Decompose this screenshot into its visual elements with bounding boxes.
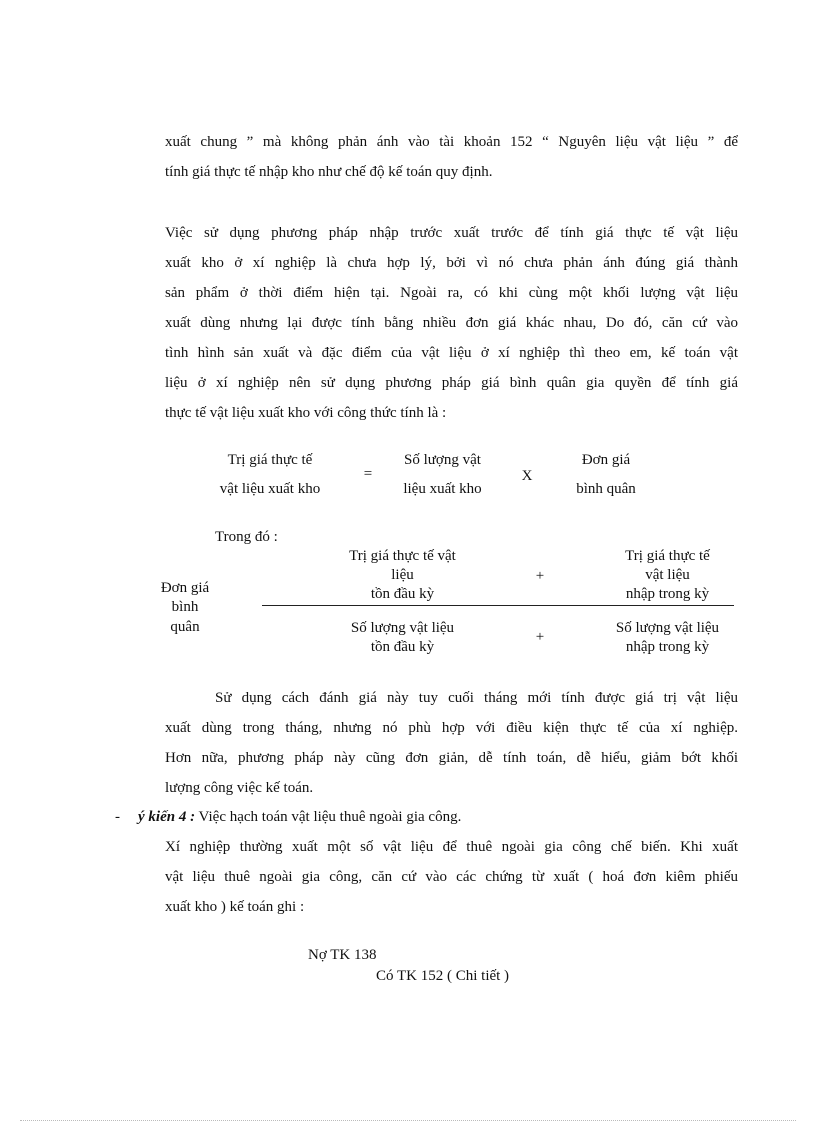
opinion-4-text: Việc hạch toán vật liệu thuê ngoài gia công. xyxy=(195,809,462,825)
denominator-plus: + xyxy=(535,629,545,645)
paragraph-1-line-2: tính giá thực tế nhập kho như chế độ kế toán quy định. xyxy=(165,164,493,180)
paragraph-4-line-1: Xí nghiệp thường xuất một số vật liệu để thuê ngoài gia công chế biến. Khi xuất xyxy=(165,839,738,855)
paragraph-3 xyxy=(165,683,738,803)
paragraph-2-line-6: liệu ở xí nghiệp nên sử dụng phương pháp giá bình quân gia quyền để tính giá xyxy=(165,375,738,391)
formula-2-intro: Trong đó : xyxy=(215,529,278,545)
paragraph-2-line-5: tình hình sản xuất và đặc điểm của vật liệu ở xí nghiệp thì theo em, kế toán vật xyxy=(165,345,738,361)
formula-2-left-line-2: bình xyxy=(171,599,199,615)
paragraph-3-line-4: lượng công việc kế toán. xyxy=(165,780,314,796)
entry-debit: Nợ TK 138 xyxy=(308,947,377,963)
numerator-b-line-1: Trị giá thực tế xyxy=(625,548,710,564)
denominator-a-line-2: tồn đầu kỳ xyxy=(370,639,435,655)
formula-1-left-line-1: Trị giá thực tế xyxy=(227,452,313,468)
numerator-a-line-1: Trị giá thực tế vật xyxy=(349,548,456,564)
denominator-a-line-1: Số lượng vật liệu xyxy=(350,620,455,636)
formula-1-times: X xyxy=(521,468,533,484)
paragraph-2 xyxy=(165,218,738,428)
formula-1-right-line-2: bình quân xyxy=(576,481,636,497)
paragraph-1-line-1: xuất chung ” mà không phản ánh vào tài khoản 152 “ Nguyên liệu vật liệu ” để xyxy=(165,134,738,150)
paragraph-2-line-3: sản phẩm ở thời điểm hiện tại. Ngoài ra, có khi cùng một khối lượng vật liệu xyxy=(165,285,738,301)
paragraph-3-line-3: Hơn nữa, phương pháp này cũng đơn giản, dễ tính toán, dễ hiểu, giảm bớt khối xyxy=(165,750,738,766)
formula-1-mid-line-2: liệu xuất kho xyxy=(403,481,482,497)
opinion-4-bullet: - xyxy=(115,809,120,825)
page-bottom-border xyxy=(20,1120,796,1121)
paragraph-1 xyxy=(165,127,738,187)
opinion-4-heading xyxy=(138,809,461,826)
formula-2-left-line-3: quân xyxy=(170,619,200,635)
opinion-4-label: ý kiến 4 : xyxy=(138,809,196,825)
formula-1-right-line-1: Đơn giá xyxy=(581,452,631,468)
numerator-a-line-3: tồn đầu kỳ xyxy=(370,586,435,602)
numerator-b-line-2: vật liệu xyxy=(645,567,690,583)
paragraph-2-line-1: Việc sử dụng phương pháp nhập trước xuất trước để tính giá thực tế vật liệu xyxy=(165,225,738,241)
numerator-a-line-2: liệu xyxy=(391,567,414,583)
paragraph-4-line-3: xuất kho ) kế toán ghi : xyxy=(165,899,305,915)
paragraph-2-line-4: xuất dùng nhưng lại được tính bằng nhiều đơn giá khác nhau, Do đó, căn cứ vào xyxy=(165,315,738,331)
paragraph-4 xyxy=(165,832,738,922)
formula-1-equals: = xyxy=(363,466,373,482)
paragraph-2-line-2: xuất kho ở xí nghiệp là chưa hợp lý, bởi vì nó chưa phản ánh đúng giá thành xyxy=(165,255,738,271)
numerator-plus: + xyxy=(535,568,545,584)
paragraph-3-line-2: xuất dùng trong tháng, nhưng nó phù hợp với điều kiện thực tế của xí nghiệp. xyxy=(165,720,738,736)
formula-1-mid-line-1: Số lượng vật xyxy=(404,452,481,468)
entry-credit: Có TK 152 ( Chi tiết ) xyxy=(376,968,510,984)
denominator-b-line-1: Số lượng vật liệu xyxy=(615,620,720,636)
fraction-bar xyxy=(262,605,734,606)
paragraph-2-line-7: thực tế vật liệu xuất kho với công thức tính là : xyxy=(165,405,447,421)
formula-1-left-line-2: vật liệu xuất kho xyxy=(219,481,321,497)
paragraph-3-line-1: Sử dụng cách đánh giá này tuy cuối tháng mới tính được giá trị vật liệu xyxy=(215,690,738,706)
paragraph-4-line-2: vật liệu thuê ngoài gia công, căn cứ vào các chứng từ xuất ( hoá đơn kiêm phiếu xyxy=(165,869,738,885)
formula-2-left-line-1: Đơn giá xyxy=(160,580,210,596)
numerator-b-line-3: nhập trong kỳ xyxy=(625,586,710,602)
denominator-b-line-2: nhập trong kỳ xyxy=(625,639,710,655)
